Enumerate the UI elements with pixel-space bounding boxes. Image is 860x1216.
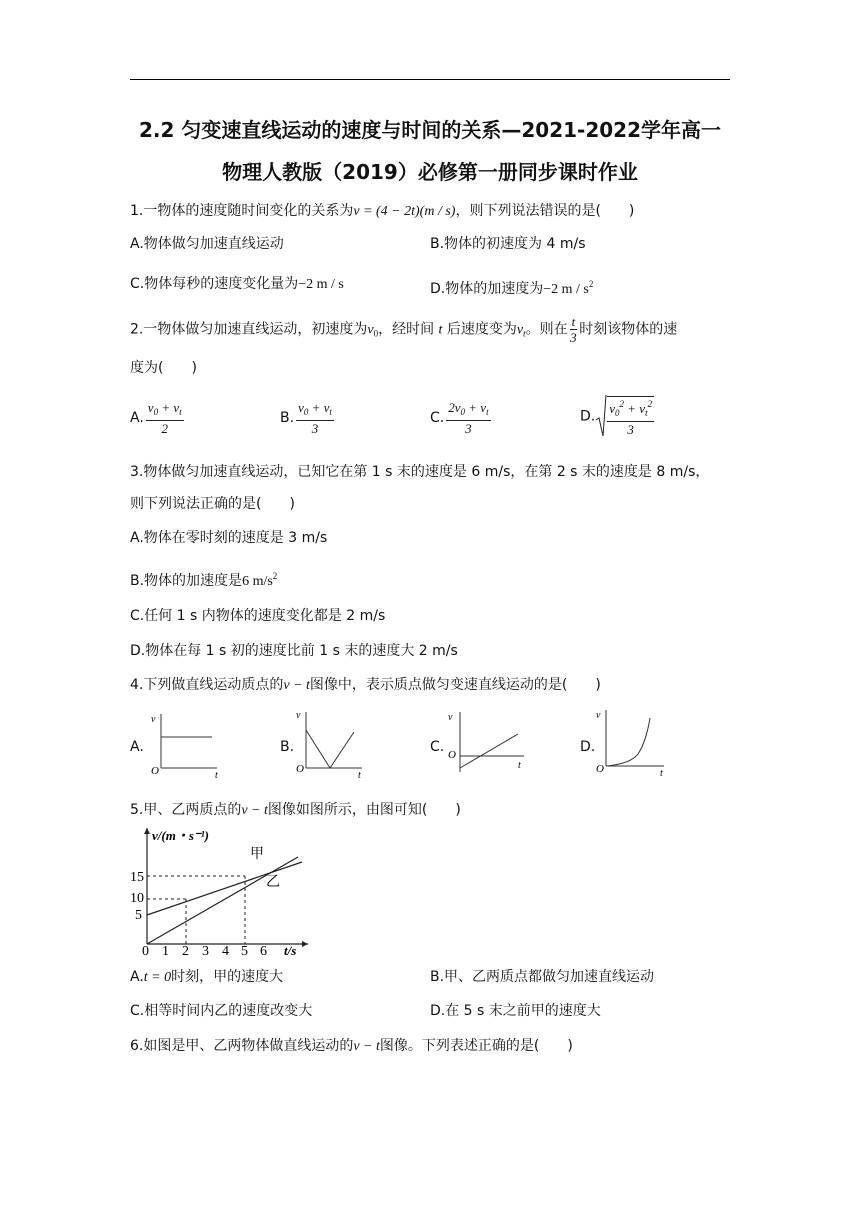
svg-text:v: v <box>151 714 156 725</box>
q3-option-c[interactable]: C.任何 1 s 内物体的速度变化都是 2 m/s <box>130 608 386 624</box>
svg-text:t: t <box>518 760 521 771</box>
q4-graph-b[interactable] <box>290 706 370 780</box>
q2-stem-line1: 2.一物体做匀加速直线运动，初速度为$v_0$，经时间 t 后速度变为$v_t$。则在 $\frac{t}{3}$ 时刻该物体的速 <box>130 314 678 345</box>
q4-option-b-label[interactable]: B. <box>280 739 295 755</box>
q3-option-d[interactable]: D.物体在每 1 s 初的速度比前 1 s 末的速度大 2 m/s <box>130 643 458 659</box>
svg-text:v: v <box>448 712 453 723</box>
svg-text:v: v <box>596 710 601 721</box>
q4-stem: 4.下列做直线运动质点的v − t图像中，表示质点做匀变速直线运动的是( ) <box>130 677 601 693</box>
q1-option-c[interactable]: C.物体每秒的速度变化量为−2 m / s <box>130 276 344 292</box>
svg-text:10: 10 <box>130 891 144 906</box>
q4-graph-d[interactable] <box>590 706 670 780</box>
svg-text:v/(m・s⁻¹): v/(m・s⁻¹) <box>152 828 209 843</box>
q2-option-c[interactable]: C. $\frac{2v_0 + v_t}{3}$ <box>430 400 489 436</box>
q5-vt-graph <box>128 824 318 956</box>
svg-text:O: O <box>151 765 159 777</box>
page-title-line1: 2.2 匀变速直线运动的速度与时间的关系—2021-2022学年高一 <box>138 118 722 142</box>
svg-text:v: v <box>296 710 301 721</box>
q2-option-a[interactable]: A. $\frac{v_0 + v_t}{2}$ <box>130 400 182 436</box>
q2-stem-line2: 度为( ) <box>130 360 197 376</box>
t-over-3-fraction: $\frac{t}{3}$ <box>570 314 577 345</box>
header-rule <box>130 79 730 80</box>
q4-option-a-label[interactable]: A. <box>130 739 144 755</box>
q2-option-b[interactable]: B. $\frac{v_0 + v_t}{3}$ <box>280 400 332 436</box>
svg-text:1: 1 <box>162 944 169 956</box>
svg-text:t: t <box>660 768 663 779</box>
svg-text:3: 3 <box>202 944 209 956</box>
svg-text:甲: 甲 <box>250 847 264 862</box>
q1-option-a[interactable]: A.物体做匀加速直线运动 <box>130 236 284 252</box>
svg-text:2: 2 <box>182 944 189 956</box>
svg-text:6: 6 <box>260 944 267 956</box>
q3-option-a[interactable]: A.物体在零时刻的速度是 3 m/s <box>130 530 328 546</box>
q5-option-c[interactable]: C.相等时间内乙的速度改变大 <box>130 1003 313 1019</box>
q1-option-d[interactable]: D.物体的加速度为−2 m / $s^2$ <box>430 279 594 297</box>
q4-option-c-label[interactable]: C. <box>430 739 445 755</box>
svg-text:4: 4 <box>222 944 229 956</box>
svg-text:t: t <box>215 770 218 780</box>
sqrt-sign <box>595 394 607 438</box>
svg-text:t: t <box>358 770 361 780</box>
q5-option-d[interactable]: D.在 5 s 末之前甲的速度大 <box>430 1003 601 1019</box>
q6-stem: 6.如图是甲、乙两物体做直线运动的v − t图像。下列表述正确的是( ) <box>130 1038 573 1054</box>
q3-option-b[interactable]: B.物体的加速度是6 $m/s^2$ <box>130 571 278 589</box>
svg-text:5: 5 <box>135 908 142 923</box>
svg-text:5: 5 <box>241 944 248 956</box>
q2-option-d[interactable]: D. $\frac{v_0^2 + v_t^2}{3}$ <box>580 396 654 437</box>
q3-stem-line1: 3.物体做匀加速直线运动，已知它在第 1 s 末的速度是 6 m/s，在第 2 s 末的速度是 8 m/s， <box>130 464 710 480</box>
q4-graph-a[interactable] <box>145 710 225 780</box>
svg-text:O: O <box>296 763 304 775</box>
svg-text:15: 15 <box>130 870 144 885</box>
svg-text:0: 0 <box>142 944 149 956</box>
q4-graph-c[interactable] <box>442 708 532 780</box>
q3-stem-line2: 则下列说法正确的是( ) <box>130 496 295 512</box>
q1-option-b[interactable]: B.物体的初速度为 4 m/s <box>430 236 586 252</box>
svg-text:O: O <box>448 749 456 761</box>
page-title-line2: 物理人教版（2019）必修第一册同步课时作业 <box>222 160 638 184</box>
q5-stem: 5.甲、乙两质点的v − t图像如图所示，由图可知( ) <box>130 802 461 818</box>
q5-option-a[interactable]: A.t = 0时刻，甲的速度大 <box>130 969 284 985</box>
q1-stem: 1.一物体的速度随时间变化的关系为v = (4 − 2t)(m / s)，则下列说法错误的是( ) <box>130 203 635 219</box>
q4-option-d-label[interactable]: D. <box>580 739 596 755</box>
svg-text:O: O <box>596 763 604 775</box>
q5-option-b[interactable]: B.甲、乙两质点都做匀加速直线运动 <box>430 969 655 985</box>
svg-text:乙: 乙 <box>266 875 280 890</box>
svg-text:t/s: t/s <box>284 943 297 956</box>
